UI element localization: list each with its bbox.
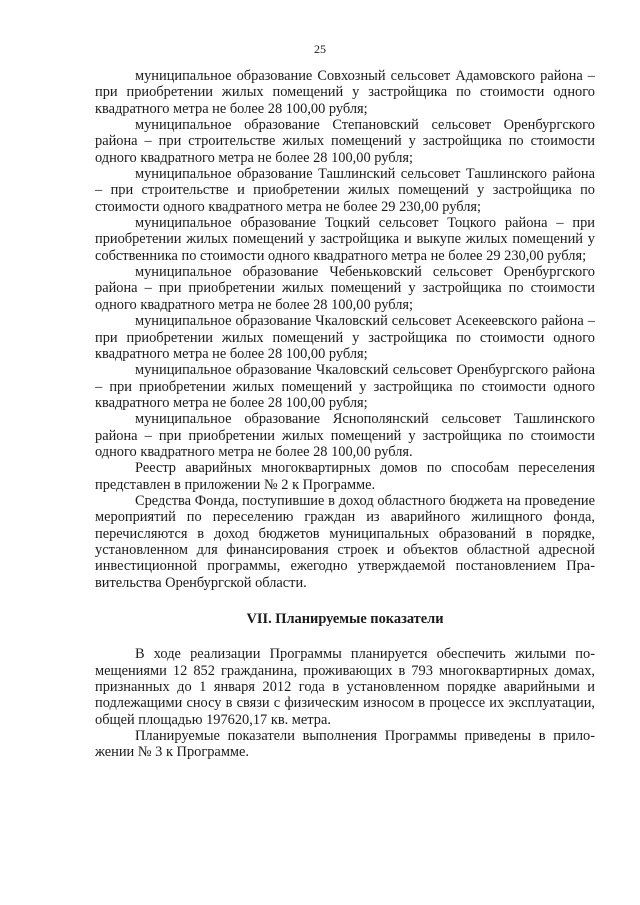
page-number: 25 xyxy=(314,42,326,56)
paragraph-totsky: муниципальное образование Тоцкий сельсовет Тоцкого района – при приобретении жилых помещений у застройщика и выкупе жилых помещений у собственника по стоимости одного квадратного метра не более 29 230,00 рубля; xyxy=(95,215,595,264)
document-body xyxy=(95,68,595,761)
paragraph-chkalovsky-asekeevsky: муниципальное образование Чкаловский сельсовет Асекеевского района – при приобретении жилых помещений у застройщика по стоимости одного квадратного метра не более 28 100,00 рубля; xyxy=(95,313,595,362)
section-heading: VII. Планируемые показатели xyxy=(246,611,444,627)
paragraph-fund-resources: Средства Фонда, поступившие в доход областного бюджета на проведение мероприятий по переселению граждан из аварийного жилищного фонда, перечисляются в доход бюджетов муниципальных образований в порядке, установленном для финансирования строек и объектов областной адресной инвестиционной программы, ежегодно утверждаемой постановлением Правительства Оренбургской области. xyxy=(95,492,595,591)
paragraph-stepanovsky: муниципальное образование Степановский сельсовет Оренбургского района – при строительстве жилых помещений у застройщика по стоимости одного квадратного метра не более 28 100,00 рубля; xyxy=(95,117,595,166)
paragraph-sovkhozny: муниципальное образование Совхозный сельсовет Адамовского района – при приобретении жилых помещений у застройщика по стоимости одного квадратного метра не более 28 100,00 рубля; xyxy=(95,68,595,117)
paragraph-indicators-reference: Планируемые показатели выполнения Программы приведены в приложении № 3 к Программе. xyxy=(95,728,595,761)
paragraph-registry: Реестр аварийных многоквартирных домов по способам переселения представлен в приложении № 2 к Программе. xyxy=(95,460,595,493)
paragraph-program-goals: В ходе реализации Программы планируется обеспечить жилыми помещениями 12 852 гражданина, проживающих в 793 многоквартирных домах, признанных до 1 января 2012 года в установленном порядке аварийными и подлежащими сносу в связи с физическим износом в процессе их эксплуатации, общей площадью 197620,17 кв. метра. xyxy=(95,646,595,728)
paragraph-tashlinsky: муниципальное образование Ташлинский сельсовет Ташлинского района – при строительстве и приобретении жилых помещений у застройщика по стоимости одного квадратного метра не более 29 230,00 рубля; xyxy=(95,166,595,215)
paragraph-yasnopolyansky: муниципальное образование Яснополянский сельсовет Ташлинского района – при приобретении жилых помещений у застройщика по стоимости одного квадратного метра не более 28 100,00 рубля. xyxy=(95,411,595,460)
paragraph-chebenkovsky: муниципальное образование Чебеньковский сельсовет Оренбургского района – при приобретении жилых помещений у застройщика по стоимости одного квадратного метра не более 28 100,00 рубля; xyxy=(95,264,595,313)
paragraph-chkalovsky-orenburgsky: муниципальное образование Чкаловский сельсовет Оренбургского района – при приобретении жилых помещений у застройщика по стоимости одного квадратного метра не более 28 100,00 рубля; xyxy=(95,362,595,411)
